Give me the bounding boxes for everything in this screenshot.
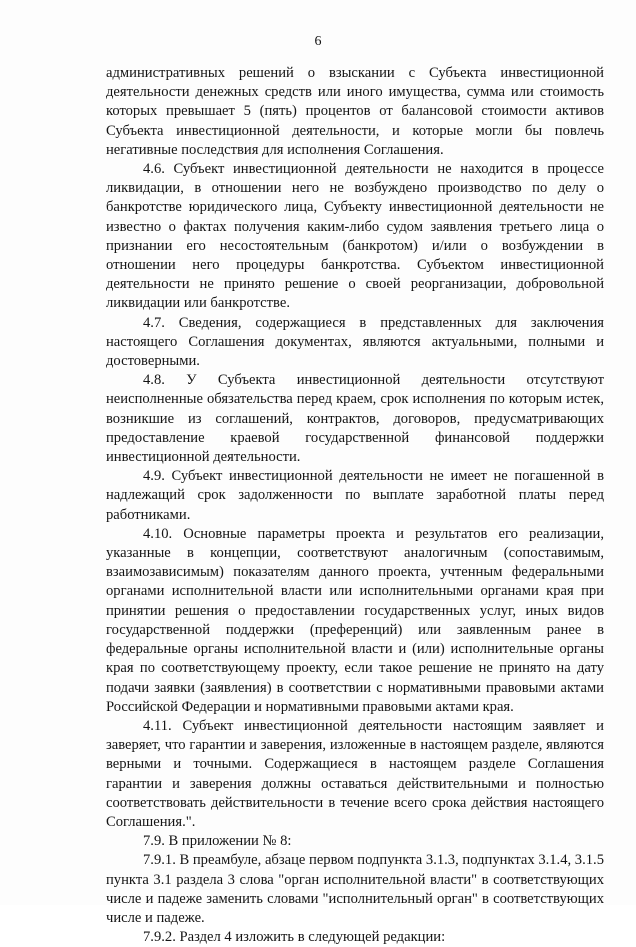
document-body <box>106 64 604 947</box>
paragraph-7-9-1: 7.9.1. В преамбуле, абзаце первом подпункта 3.1.3, подпунктах 3.1.4, 3.1.5 пункта 3.1 раздела 3 слова "орган исполнительной власти" в соответствующих числе и падеже заменить словами "исполнительный орган" в соответствующих числе и падеже. <box>106 852 604 926</box>
paragraph-7-9: 7.9. В приложении № 8: <box>143 833 292 850</box>
paragraph-4-10: 4.10. Основные параметры проекта и результатов его реализации, указанные в концепции, соответствуют аналогичным (сопоставимым, взаимозависимым) показателям данного проекта, учтенным федеральными органами исполнительной власти или исполнительными органами края при принятии решения о предоставлении государственных услуг, иных видов государственной поддержки (преференций) или заявленным ранее в федеральные органы исполнительной власти и (или) исполнительные органы края по соответствующему проекту, если такое решение не принято на дату подачи заявки (заявления) в соответствии с нормативными правовыми актами Российской Федерации и нормативными правовыми актами края. <box>106 525 604 715</box>
paragraph-4-6: 4.6. Субъект инвестиционной деятельности не находится в процессе ликвидации, в отношении него не возбуждено производство по делу о банкротстве юридического лица, Субъекту инвестиционной деятельности не известно о фактах получения каким-либо судом заявления третьего лица о признании его несостоятельным (банкротом) и/или о возбуждении в отношении него процедуры банкротства. Субъектом инвестиционной деятельности не принято решение о своей реорганизации, добровольной ликвидации или банкротстве. <box>106 161 604 312</box>
page-number: 6 <box>314 34 322 49</box>
paragraph-7-9-2: 7.9.2. Раздел 4 изложить в следующей редакции: <box>143 929 446 946</box>
paragraph-4-9: 4.9. Субъект инвестиционной деятельности не имеет не погашенной в надлежащий срок задолженности по выплате заработной платы перед работниками. <box>106 468 604 523</box>
paragraph-4-11: 4.11. Субъект инвестиционной деятельности настоящим заявляет и заверяет, что гарантии и заверения, изложенные в настоящем разделе, являются верными и точными. Содержащиеся в настоящем разделе Соглашения гарантии и заверения должны оставаться действительными и полностью соответствовать действительности в течение всего срока действия настоящего Соглашения.". <box>106 717 604 830</box>
paragraph-4-7: 4.7. Сведения, содержащиеся в представленных для заключения настоящего Соглашения документах, являются актуальными, полными и достоверными. <box>106 314 604 370</box>
paragraph-continuation: административных решений о взыскании с Субъекта инвестиционной деятельности денежных средств или иного имущества, сумма или стоимость которых превышает 5 (пять) процентов от балансовой стоимости активов Субъекта инвестиционной деятельности, и которые могли бы повлечь негативные последствия для исполнения Соглашения. <box>106 65 604 158</box>
paragraph-4-8: 4.8. У Субъекта инвестиционной деятельности отсутствуют неисполненные обязательства перед краем, срок исполнения по которым истек, возникшие из соглашений, контрактов, договоров, предусматривающих предоставление краевой государственной финансовой поддержки инвестиционной деятельности. <box>106 372 604 466</box>
